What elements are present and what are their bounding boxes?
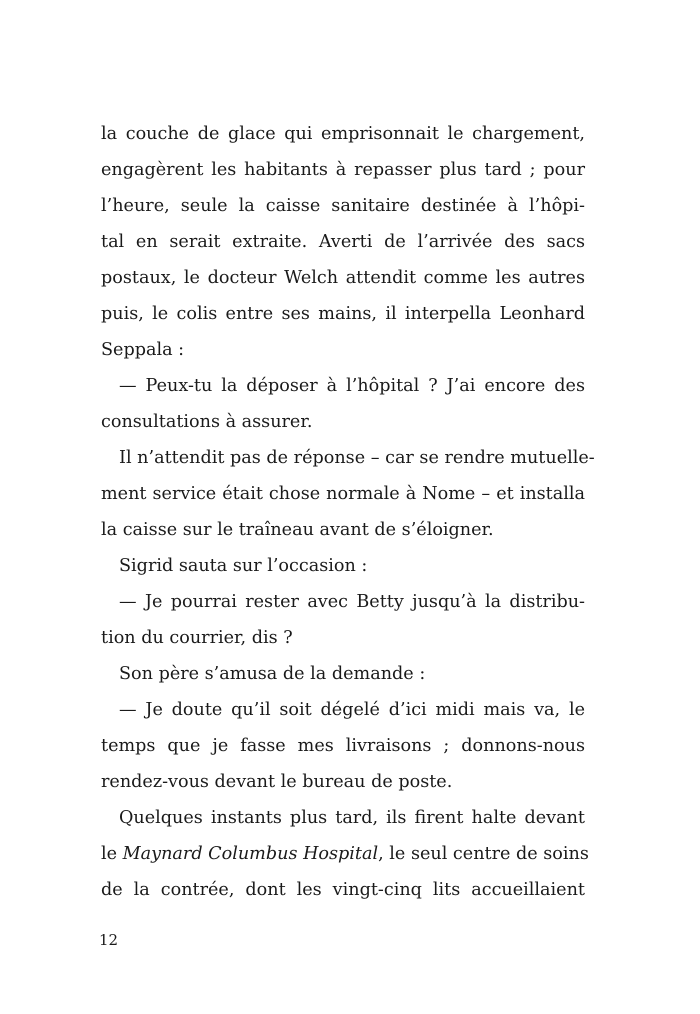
text-line: Quelques instants plus tard, ils firent halte devant [119,808,585,828]
text-line: de la contrée, dont les vingt-cinq lits accueillaient [101,880,585,900]
page-body-text [101,116,595,908]
text-line: consultations à assurer. [101,412,313,432]
text-line: engagèrent les habitants à repasser plus tard ; pour [101,160,585,180]
text-segment: le [101,844,123,864]
text-line: Son père s’amusa de la demande : [119,664,426,684]
text-line: Il n’attendit pas de réponse – car se rendre mutuelle- [119,448,595,468]
text-line: ment service était chose normale à Nome – et installa [101,484,585,504]
text-line: tion du courrier, dis ? [101,628,293,648]
text-line: puis, le colis entre ses mains, il interpella Leonhard [101,304,585,324]
text-line: la caisse sur le traîneau avant de s’éloigner. [101,520,494,540]
text-line: la couche de glace qui emprisonnait le chargement, [101,124,585,144]
text-line: Seppala : [101,340,185,360]
text-line: tal en serait extraite. Averti de l’arrivée des sacs [101,232,585,252]
text-line: Sigrid sauta sur l’occasion : [119,556,368,576]
hospital-name-italic: Maynard Columbus Hospital [122,844,379,864]
text-line: l’heure, seule la caisse sanitaire destinée à l’hôpi- [101,196,585,216]
text-line-with-italic-title [101,836,589,872]
text-line: — Je pourrai rester avec Betty jusqu’à la distribu- [119,592,585,612]
text-line: — Je doute qu’il soit dégelé d’ici midi mais va, le [119,700,585,720]
text-segment: , le seul centre de soins [378,844,589,864]
text-line: temps que je fasse mes livraisons ; donnons-nous [101,736,585,756]
text-line: — Peux-tu la déposer à l’hôpital ? J’ai encore des [119,376,585,396]
page-number: 12 [99,931,119,949]
text-line: postaux, le docteur Welch attendit comme les autres [101,268,585,288]
text-line: rendez-vous devant le bureau de poste. [101,772,453,792]
